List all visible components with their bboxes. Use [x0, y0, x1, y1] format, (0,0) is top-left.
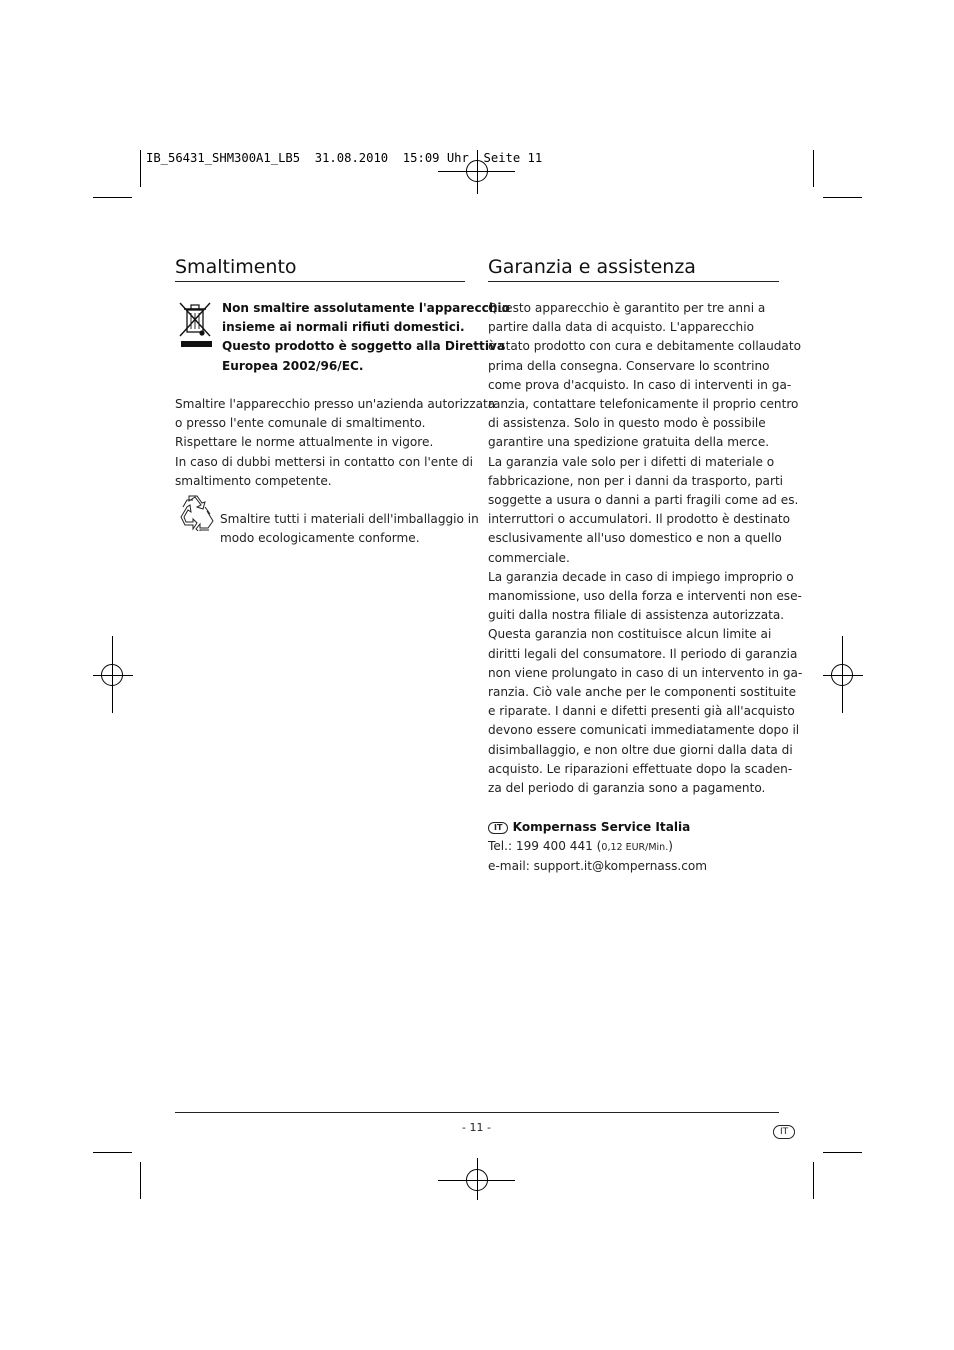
warranty-line: ranzia. Ciò vale anche per le componenti sostituite — [488, 685, 797, 700]
warranty-line: commerciale. — [488, 550, 570, 565]
service-title — [488, 818, 707, 837]
tel-label: Tel.: 199 400 441 ( — [488, 839, 602, 854]
warranty-body — [488, 299, 802, 798]
tel-close: ) — [668, 839, 673, 854]
warranty-line: è stato prodotto con cura e debitamente collaudato — [488, 339, 801, 354]
warranty-line: Questo apparecchio è garantito per tre anni a — [488, 301, 766, 315]
warranty-line: La garanzia vale solo per i difetti di materiale o — [488, 454, 775, 469]
warranty-line: diritti legali del consumatore. Il periodo di garanzia — [488, 646, 798, 661]
weee-line: Questo prodotto è soggetto alla Direttiva — [222, 339, 506, 354]
warranty-line: partire dalla data di acquisto. L'apparecchio — [488, 320, 754, 335]
warranty-line: guiti dalla nostra filiale di assistenza autorizzata. — [488, 608, 785, 623]
warranty-line: garantire una spedizione gratuita della merce. — [488, 435, 770, 450]
service-contact — [488, 818, 707, 877]
warranty-line: manomissione, uso della forza e interventi non ese- — [488, 589, 802, 604]
warranty-line: non viene prolungato in caso di un intervento in ga- — [488, 665, 803, 680]
lang-badge-it: IT — [773, 1125, 795, 1139]
heading-rule-right — [488, 281, 779, 282]
weee-notice — [222, 299, 510, 376]
tel-rate: 0,12 EUR/Min. — [601, 842, 669, 854]
warranty-line: interruttori o accumulatori. Il prodotto è destinato — [488, 512, 791, 527]
print-slug: IB_56431_SHM300A1_LB5 31.08.2010 15:09 Uhr Seite 11 — [146, 151, 543, 165]
body-line: In caso di dubbi mettersi in contatto con l'ente di — [175, 454, 473, 469]
weee-line: insieme ai normali rifiuti domestici. — [222, 320, 465, 335]
recycle-line: modo ecologicamente conforme. — [220, 531, 420, 546]
recycle-line: Smaltire tutti i materiali dell'imballaggio in — [220, 512, 479, 526]
warranty-line: za del periodo di garanzia sono a pagamento. — [488, 781, 766, 796]
footer-rule — [175, 1112, 779, 1113]
warranty-line: devono essere comunicati immediatamente dopo il — [488, 723, 800, 738]
heading-smaltimento: Smaltimento — [175, 256, 297, 278]
page-number: - 11 - — [462, 1121, 491, 1134]
disposal-body — [175, 395, 495, 491]
warranty-line: acquisto. Le riparazioni effettuate dopo la scaden- — [488, 761, 793, 776]
warranty-line: Questa garanzia non costituisce alcun limite ai — [488, 627, 772, 642]
service-name: Kompernass Service Italia — [512, 820, 691, 834]
warranty-line: di assistenza. Solo in questo modo è possibile — [488, 416, 766, 431]
warranty-line: esclusivamente all'uso domestico e non a quello — [488, 531, 782, 546]
service-email: e-mail: support.it@kompernass.com — [488, 859, 708, 874]
weee-line: Europea 2002/96/EC. — [222, 358, 364, 373]
warranty-line: prima della consegna. Conservare lo scontrino — [488, 358, 770, 373]
weee-line: Non smaltire assolutamente l'apparecchio — [222, 301, 510, 315]
warranty-line: disimballaggio, e non oltre due giorni dalla data di — [488, 742, 793, 757]
body-line: o presso l'ente comunale di smaltimento. — [175, 416, 426, 431]
body-line: Rispettare le norme attualmente in vigore. — [175, 435, 434, 450]
body-line: Smaltire l'apparecchio presso un'azienda autorizzata — [175, 397, 496, 411]
body-line: smaltimento competente. — [175, 473, 332, 488]
footer-lang-badge — [773, 1120, 795, 1139]
heading-garanzia: Garanzia e assistenza — [488, 256, 696, 278]
warranty-line: e riparate. I danni e difetti presenti già all'acquisto — [488, 704, 795, 719]
heading-rule-left — [175, 281, 465, 282]
weee-bin-icon — [176, 299, 214, 349]
warranty-line: ranzia, contattare telefonicamente il proprio centro — [488, 397, 799, 412]
country-badge-it: IT — [488, 822, 508, 834]
warranty-line: fabbricazione, non per i danni da trasporto, parti — [488, 473, 784, 488]
recycle-icon — [175, 495, 215, 531]
warranty-line: come prova d'acquisto. In caso di interventi in ga- — [488, 377, 792, 392]
service-tel — [488, 837, 707, 857]
recycle-notice — [220, 510, 479, 548]
warranty-line: soggette a usura o danni a parti fragili come ad es. — [488, 493, 799, 508]
warranty-line: La garanzia decade in caso di impiego improprio o — [488, 569, 794, 584]
